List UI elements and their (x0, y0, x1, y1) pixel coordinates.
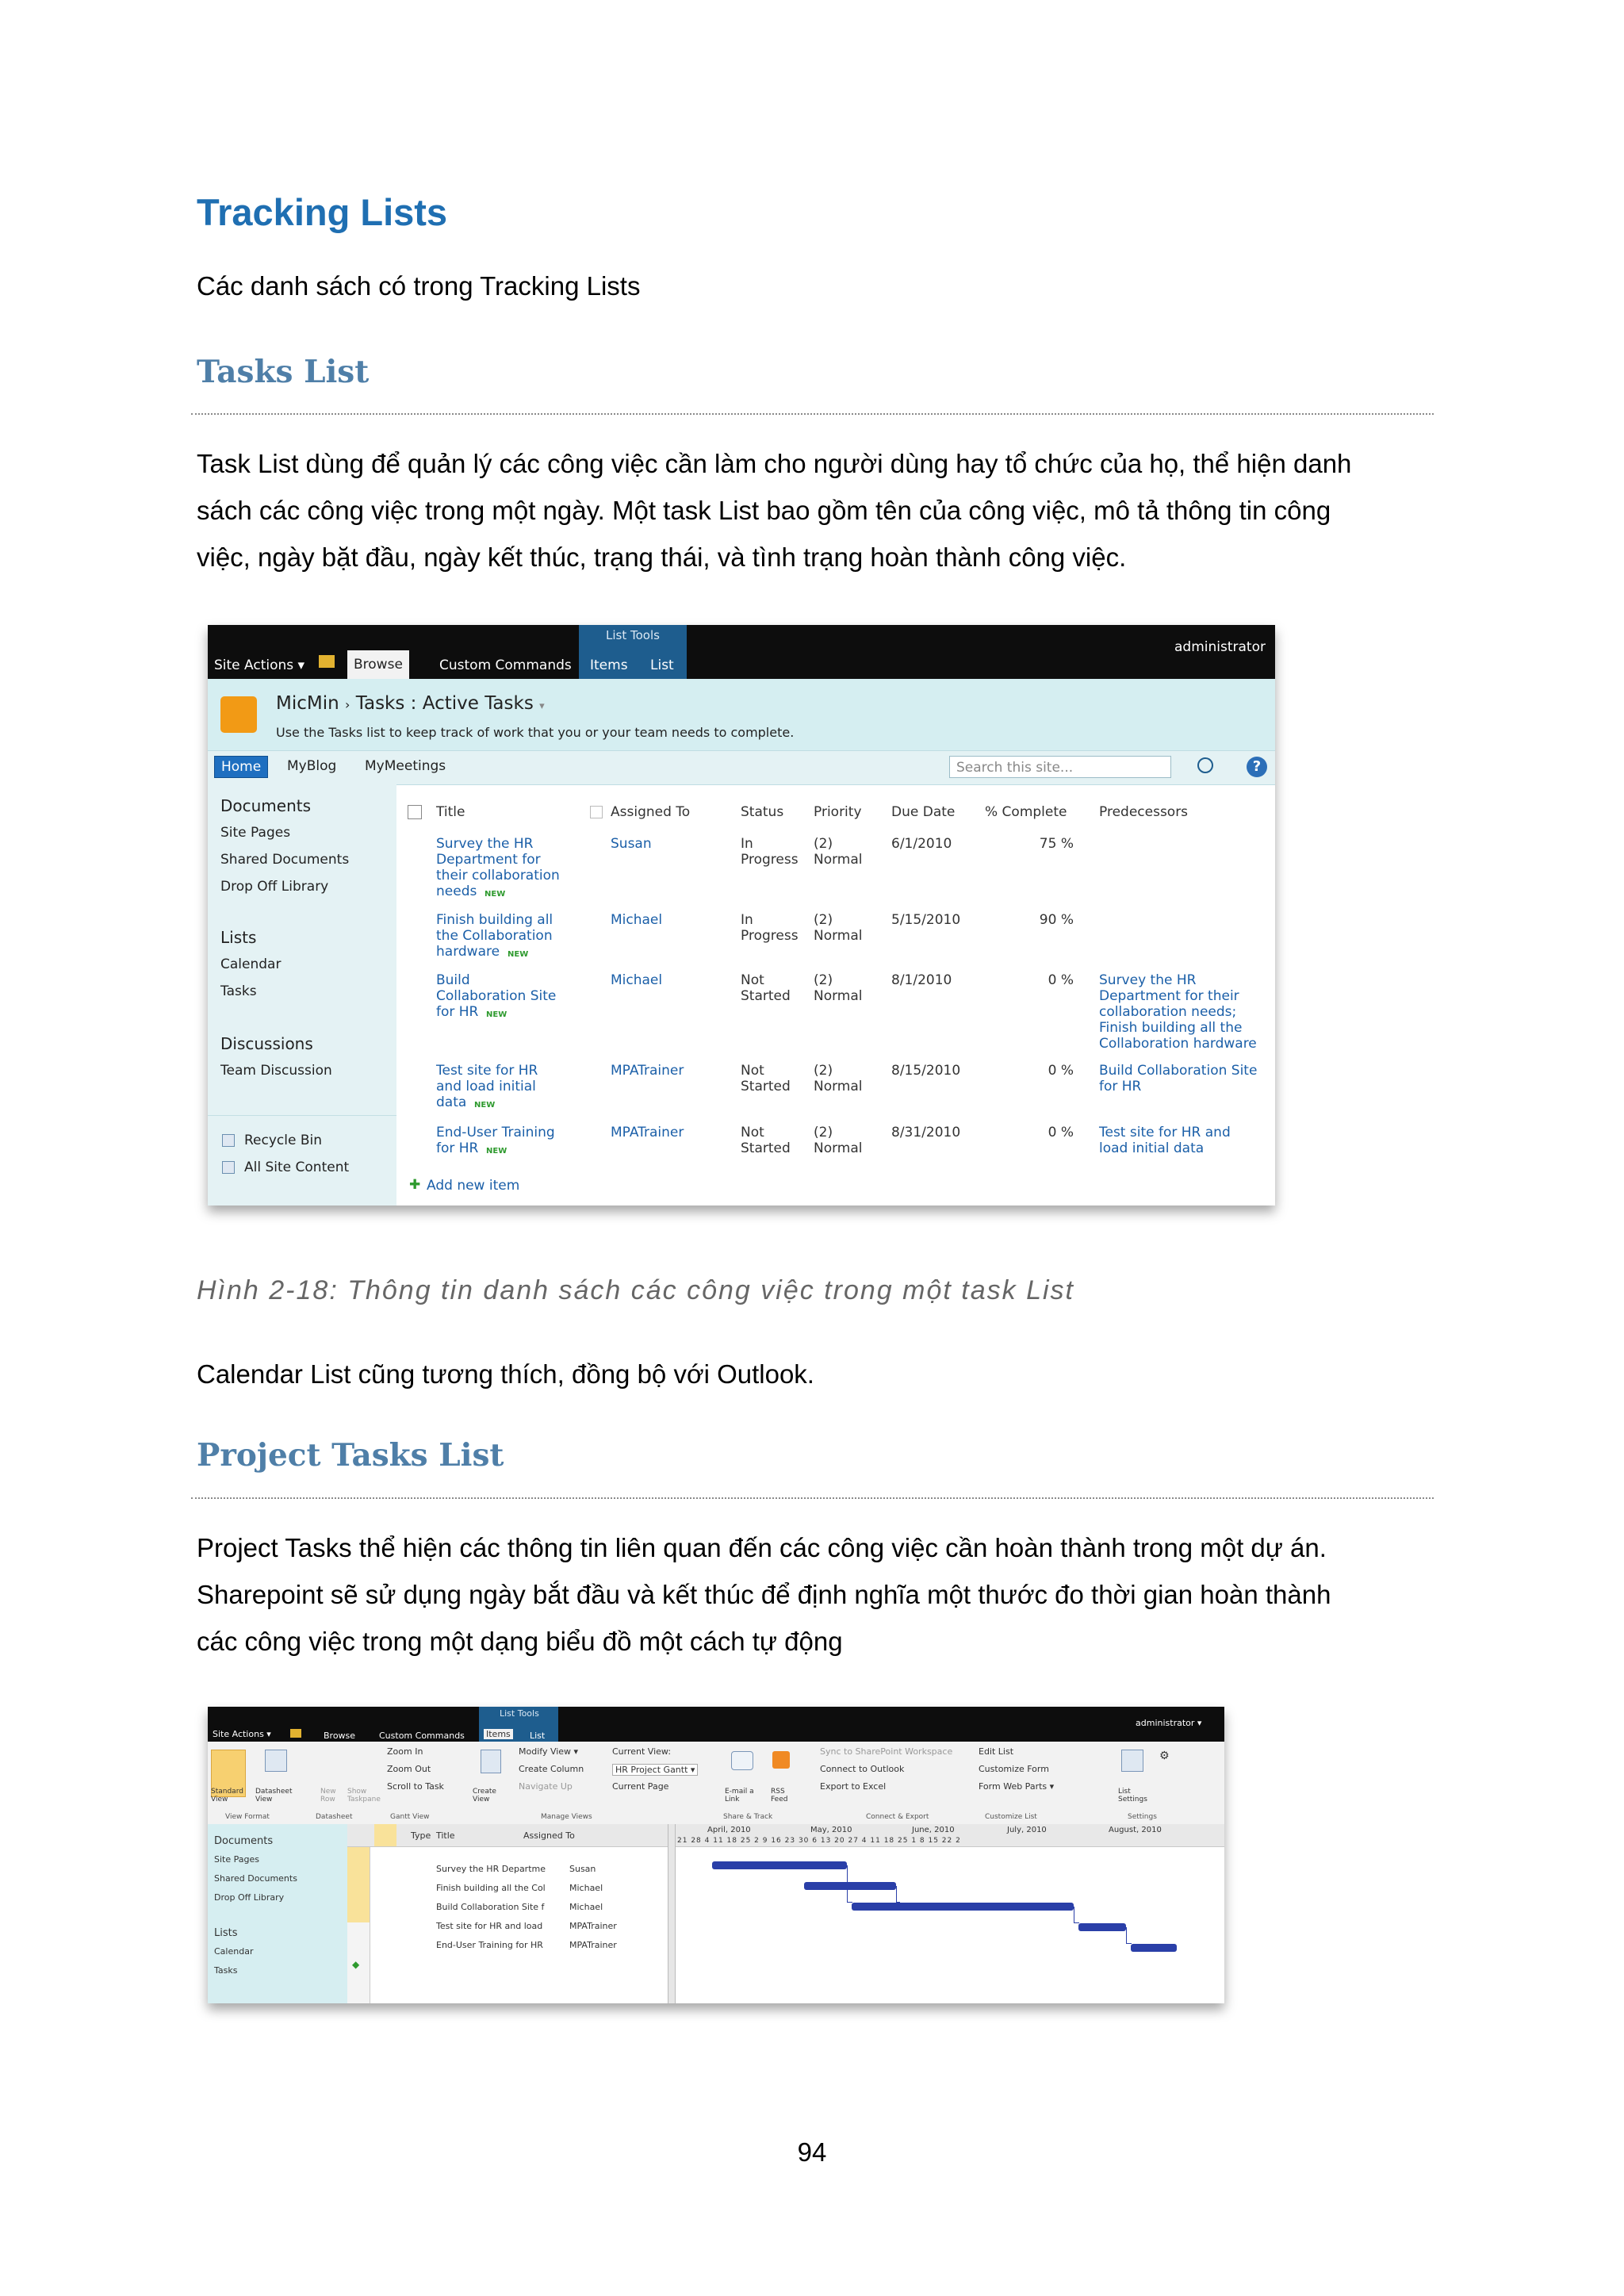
page-number: 94 (797, 2137, 827, 2167)
tasks-list-screenshot (208, 625, 1275, 1205)
task-assigned-to[interactable]: Susan (611, 836, 652, 852)
task-predecessor[interactable]: Test site for HR and (1099, 1125, 1231, 1140)
list-tools-label: List Tools (500, 1708, 539, 1719)
ql-calendar[interactable]: Calendar (220, 956, 282, 972)
task-priority: (2) (814, 912, 833, 928)
paragraph-line: các công việc trong một dạng biểu đồ một cách tự động (197, 1627, 843, 1656)
gantt-row-assigned[interactable]: MPATrainer (569, 1921, 617, 1931)
navigate-up-button[interactable]: Navigate Up (519, 1781, 573, 1792)
tab-items[interactable]: Items (590, 657, 628, 673)
sync-workspace-button[interactable]: Sync to SharePoint Workspace (820, 1746, 953, 1757)
site-actions-menu[interactable]: Site Actions ▾ (213, 1729, 271, 1739)
project-tasks-screenshot (208, 1707, 1224, 2003)
task-priority: Normal (814, 852, 863, 868)
task-title[interactable]: End-User Training (436, 1125, 555, 1140)
section-divider (191, 1497, 1434, 1499)
list-tools-group (479, 1707, 558, 1742)
task-assigned-to[interactable]: MPATrainer (611, 1125, 684, 1140)
task-predecessor[interactable]: Department for their (1099, 988, 1239, 1004)
ql-lists[interactable]: Lists (214, 1927, 238, 1939)
list-settings-label: List Settings (1118, 1788, 1147, 1803)
gantt-bar[interactable] (852, 1903, 1074, 1911)
ql-tasks[interactable]: Tasks (214, 1965, 238, 1976)
ql-all-site-content[interactable]: All Site Content (244, 1159, 350, 1175)
gantt-row-assigned[interactable]: MPATrainer (569, 1940, 617, 1950)
task-predecessor[interactable]: Finish building all the (1099, 1020, 1243, 1036)
section-paragraph-project-tasks (197, 1524, 1442, 1665)
gantt-bar[interactable] (712, 1861, 847, 1869)
gantt-row-title[interactable]: Finish building all the Col (436, 1883, 546, 1893)
ql-shared-documents[interactable]: Shared Documents (214, 1873, 297, 1884)
scroll-to-task-button[interactable]: Scroll to Task (387, 1781, 444, 1792)
task-status: Started (741, 1140, 791, 1156)
task-complete: 0 % (1048, 1063, 1074, 1079)
ribbon-bar (208, 625, 1275, 679)
task-title[interactable]: data (436, 1094, 467, 1110)
breadcrumb-list[interactable]: Tasks (355, 693, 405, 714)
gantt-month-label: August, 2010 (1109, 1826, 1162, 1834)
ql-drop-off-library[interactable]: Drop Off Library (214, 1892, 285, 1903)
new-badge-wrap (508, 945, 528, 960)
rss-feed-label: RSS Feed (771, 1788, 788, 1803)
recycle-bin-icon (222, 1134, 235, 1147)
user-menu[interactable]: administrator ▾ (1136, 1718, 1202, 1728)
col-title[interactable]: Title (436, 804, 465, 820)
task-status: Progress (741, 852, 799, 868)
ql-site-pages[interactable]: Site Pages (220, 825, 291, 841)
new-row-icon[interactable]: ◆ (352, 1959, 360, 1970)
task-title[interactable]: for HR (436, 1140, 479, 1156)
navigate-up-icon[interactable] (290, 1729, 301, 1738)
ql-documents[interactable]: Documents (220, 796, 312, 815)
ribbon-group-label: Manage Views (541, 1813, 592, 1821)
tab-items[interactable]: Items (484, 1729, 513, 1739)
zoom-in-button[interactable]: Zoom In (387, 1746, 423, 1757)
new-badge: NEW (485, 890, 506, 899)
task-complete: 0 % (1048, 972, 1074, 988)
zoom-out-button[interactable]: Zoom Out (387, 1764, 431, 1774)
gantt-row-title[interactable]: Survey the HR Departme (436, 1864, 546, 1874)
page-title: Tracking Lists (197, 191, 448, 233)
ql-tasks[interactable]: Tasks (220, 983, 257, 999)
task-status: Not (741, 972, 764, 988)
task-priority: (2) (814, 1063, 833, 1079)
task-title[interactable]: Survey the HR (436, 836, 534, 852)
current-view-select[interactable]: HR Project Gantt ▾ (612, 1764, 698, 1776)
col-priority[interactable]: Priority (814, 804, 862, 820)
datasheet-view-label: Datasheet View (255, 1788, 293, 1803)
search-icon[interactable] (1197, 757, 1213, 773)
task-title[interactable]: and load initial (436, 1079, 536, 1094)
task-predecessor[interactable]: Build Collaboration Site (1099, 1063, 1258, 1079)
task-status: Started (741, 988, 791, 1004)
breadcrumb-colon: : (410, 693, 417, 714)
new-badge: NEW (508, 950, 529, 959)
site-logo-icon (220, 696, 257, 733)
task-priority: Normal (814, 928, 863, 944)
select-all-checkbox[interactable] (408, 805, 422, 819)
ribbon-bar (208, 1707, 1224, 1742)
section-heading-tasks-list: Tasks List (197, 354, 370, 390)
task-due-date: 8/31/2010 (891, 1125, 961, 1140)
ribbon-group-label: View Format (225, 1813, 270, 1821)
standard-view-label: Standard View (211, 1788, 243, 1803)
create-column-button[interactable]: Create Column (519, 1764, 584, 1774)
calendar-note: Calendar List cũng tương thích, đồng bộ với Outlook. (197, 1359, 814, 1389)
task-title[interactable]: for HR (436, 1004, 479, 1020)
task-title[interactable]: the Collaboration (436, 928, 553, 944)
customize-form-button[interactable]: Customize Form (979, 1764, 1049, 1774)
all-site-content-icon (222, 1161, 235, 1174)
tab-custom-commands[interactable]: Custom Commands (439, 657, 572, 673)
task-status: Not (741, 1125, 764, 1140)
col-type[interactable]: Type (411, 1830, 431, 1841)
ql-discussions[interactable]: Discussions (220, 1034, 313, 1053)
section-heading-project-tasks: Project Tasks List (197, 1437, 504, 1474)
task-title[interactable]: Department for (436, 852, 541, 868)
task-title[interactable]: their collaboration (436, 868, 560, 884)
ql-recycle-bin[interactable]: Recycle Bin (244, 1133, 323, 1148)
breadcrumb-site[interactable]: MicMin (276, 693, 339, 714)
list-tools-label: List Tools (606, 628, 660, 642)
top-navigation (208, 750, 1275, 785)
gear-icon[interactable]: ⚙ (1159, 1750, 1170, 1762)
task-due-date: 8/15/2010 (891, 1063, 961, 1079)
task-assigned-to[interactable]: MPATrainer (611, 1063, 684, 1079)
gantt-dependency-line (1074, 1907, 1079, 1923)
site-actions-menu[interactable]: Site Actions ▾ (214, 657, 305, 673)
tab-browse[interactable]: Browse (324, 1731, 356, 1741)
view-selector[interactable]: Active Tasks (422, 693, 534, 714)
modify-view-button[interactable]: Modify View ▾ (519, 1746, 579, 1757)
gantt-day-scale: 21 28 4 11 18 25 2 9 16 23 30 6 13 20 27 4 11 18 25 1 8 15 22 2 (677, 1837, 961, 1845)
task-assigned-to[interactable]: Michael (611, 972, 663, 988)
task-predecessor[interactable]: Survey the HR (1099, 972, 1197, 988)
col-due-date[interactable]: Due Date (891, 804, 956, 820)
new-badge-wrap (486, 1141, 507, 1156)
tab-custom-commands[interactable]: Custom Commands (379, 1731, 465, 1741)
new-badge: NEW (486, 1147, 508, 1156)
tab-list[interactable]: List (650, 657, 674, 673)
task-status: In (741, 836, 753, 852)
task-predecessor[interactable]: for HR (1099, 1079, 1142, 1094)
ribbon-group-label: Settings (1128, 1813, 1157, 1821)
gantt-bar[interactable] (1078, 1923, 1126, 1931)
ribbon-group-label: Share & Track (723, 1813, 773, 1821)
search-input[interactable]: Search this site... (949, 756, 1171, 778)
task-priority: Normal (814, 1079, 863, 1094)
quick-launch (208, 1824, 347, 2003)
row-selector-highlight (347, 1846, 370, 1922)
ql-lists[interactable]: Lists (220, 928, 257, 947)
task-title[interactable]: Collaboration Site (436, 988, 557, 1004)
datasheet-view-icon[interactable] (265, 1750, 287, 1772)
ribbon-group-label: Gantt View (390, 1813, 430, 1821)
ql-team-discussion[interactable]: Team Discussion (220, 1063, 332, 1079)
connect-outlook-button[interactable]: Connect to Outlook (820, 1764, 905, 1774)
new-badge: NEW (474, 1101, 496, 1110)
show-taskpane-button[interactable]: Show Taskpane (347, 1788, 381, 1803)
task-priority: Normal (814, 988, 863, 1004)
new-badge-wrap (474, 1095, 495, 1110)
intro-text: Các danh sách có trong Tracking Lists (197, 271, 641, 301)
quick-launch (208, 784, 396, 1205)
nav-home[interactable]: Home (214, 756, 268, 778)
edit-list-button[interactable]: Edit List (979, 1746, 1014, 1757)
task-priority: (2) (814, 1125, 833, 1140)
col-predecessors[interactable]: Predecessors (1099, 804, 1189, 820)
task-title[interactable]: Test site for HR (436, 1063, 538, 1079)
breadcrumb (276, 693, 545, 714)
col-assigned-icon (590, 806, 603, 818)
create-view-icon[interactable] (481, 1750, 501, 1773)
ribbon-group-label: Datasheet (316, 1813, 353, 1821)
gantt-month-label: June, 2010 (912, 1826, 955, 1834)
ribbon-group-label: Customize List (985, 1813, 1037, 1821)
ql-calendar[interactable]: Calendar (214, 1946, 254, 1957)
new-badge-wrap (485, 884, 505, 899)
gantt-month-label: May, 2010 (810, 1826, 852, 1834)
task-predecessor[interactable]: Collaboration hardware (1099, 1036, 1257, 1052)
task-due-date: 5/15/2010 (891, 912, 961, 928)
rss-icon[interactable] (772, 1751, 790, 1769)
gantt-dependency-line (896, 1886, 900, 1903)
ribbon-group-label: Connect & Export (866, 1813, 929, 1821)
ql-drop-off-library[interactable]: Drop Off Library (220, 879, 329, 895)
task-priority: (2) (814, 836, 833, 852)
figure-caption: Hình 2-18: Thông tin danh sách các công việc trong một task List (197, 1275, 1074, 1305)
task-complete: 75 % (1039, 836, 1074, 852)
gantt-row-title[interactable]: Build Collaboration Site f (436, 1902, 545, 1912)
title-area (208, 679, 1275, 750)
task-title[interactable]: Build (436, 972, 470, 988)
col-assigned-to[interactable]: Assigned To (611, 804, 691, 820)
gantt-month-label: April, 2010 (707, 1826, 751, 1834)
email-icon[interactable] (731, 1751, 753, 1770)
paragraph-line: việc, ngày bặt đầu, ngày kết thúc, trạng thái, và tình trạng hoàn thành công việc. (197, 542, 1127, 572)
current-page-button[interactable]: Current Page (612, 1781, 669, 1792)
new-row-button[interactable]: New Row (320, 1788, 336, 1803)
form-web-parts-button[interactable]: Form Web Parts ▾ (979, 1781, 1055, 1792)
help-icon[interactable]: ? (1247, 757, 1267, 777)
task-complete: 90 % (1039, 912, 1074, 928)
add-icon[interactable]: ✚ (409, 1177, 421, 1193)
list-settings-icon[interactable] (1121, 1750, 1143, 1772)
list-tools-group (579, 625, 687, 679)
list-description: Use the Tasks list to keep track of work that you or your team needs to complete. (276, 725, 795, 740)
add-new-item-link[interactable]: Add new item (427, 1178, 520, 1194)
gantt-row-assigned[interactable]: Michael (569, 1902, 603, 1912)
task-status: In (741, 912, 753, 928)
task-status: Not (741, 1063, 764, 1079)
gantt-dependency-line (1126, 1927, 1132, 1944)
tab-list[interactable]: List (530, 1731, 546, 1741)
gantt-row-title[interactable]: End-User Training for HR (436, 1940, 543, 1950)
breadcrumb-separator: › (345, 697, 350, 712)
task-title[interactable]: needs (436, 884, 477, 899)
chevron-down-icon[interactable]: ▾ (539, 700, 545, 712)
email-link-label: E-mail a Link (725, 1788, 754, 1803)
section-divider (191, 413, 1434, 415)
nav-myblog[interactable]: MyBlog (287, 758, 337, 774)
task-predecessor[interactable]: collaboration needs; (1099, 1004, 1237, 1020)
task-priority: Normal (814, 1140, 863, 1156)
task-due-date: 8/1/2010 (891, 972, 952, 988)
new-badge-wrap (486, 1005, 507, 1020)
section-paragraph-tasks-list (197, 440, 1442, 581)
export-excel-button[interactable]: Export to Excel (820, 1781, 887, 1792)
new-badge: NEW (486, 1010, 508, 1019)
current-view-label: Current View: (612, 1746, 672, 1757)
tab-browse[interactable]: Browse (347, 650, 409, 679)
gantt-row-assigned[interactable]: Michael (569, 1883, 603, 1893)
ql-divider (208, 1115, 396, 1116)
gantt-dependency-line (847, 1865, 852, 1903)
col-complete[interactable]: % Complete (985, 804, 1067, 820)
task-assigned-to[interactable]: Michael (611, 912, 663, 928)
paragraph-line: Task List dùng để quản lý các công việc cần làm cho người dùng hay tổ chức của họ, thể hiện danh (197, 449, 1352, 478)
create-view-label: Create View (473, 1788, 496, 1803)
task-status: Started (741, 1079, 791, 1094)
task-title[interactable]: Finish building all (436, 912, 553, 928)
attachment-column-icon (374, 1824, 396, 1846)
ql-shared-documents[interactable]: Shared Documents (220, 852, 350, 868)
col-title[interactable]: Title (436, 1830, 455, 1841)
gantt-month-label: July, 2010 (1007, 1826, 1047, 1834)
nav-mymeetings[interactable]: MyMeetings (365, 758, 446, 774)
paragraph-line: Project Tasks thể hiện các thông tin liên quan đến các công việc cần hoàn thành trong một dự án. (197, 1533, 1327, 1562)
task-title[interactable]: hardware (436, 944, 500, 960)
col-status[interactable]: Status (741, 804, 784, 820)
ql-site-pages[interactable]: Site Pages (214, 1854, 259, 1865)
ribbon-commands (208, 1742, 1224, 1825)
task-complete: 0 % (1048, 1125, 1074, 1140)
col-assigned-to[interactable]: Assigned To (523, 1830, 575, 1841)
user-menu[interactable]: administrator (1174, 639, 1266, 655)
task-status: Progress (741, 928, 799, 944)
task-predecessor[interactable]: load initial data (1099, 1140, 1205, 1156)
paragraph-line: Sharepoint sẽ sử dụng ngày bắt đầu và kết thúc để định nghĩa một thước đo thời gian hoàn thành (197, 1580, 1331, 1609)
gantt-bar[interactable] (1131, 1944, 1177, 1952)
navigate-up-icon[interactable] (319, 655, 335, 668)
task-priority: (2) (814, 972, 833, 988)
task-due-date: 6/1/2010 (891, 836, 952, 852)
paragraph-line: sách các công việc trong một ngày. Một task List bao gồm tên của công việc, mô tả thông tin công (197, 496, 1331, 525)
ql-documents[interactable]: Documents (214, 1835, 274, 1847)
grid-splitter[interactable] (668, 1824, 676, 2003)
gantt-row-assigned[interactable]: Susan (569, 1864, 596, 1874)
gantt-row-title[interactable]: Test site for HR and load (436, 1921, 543, 1931)
